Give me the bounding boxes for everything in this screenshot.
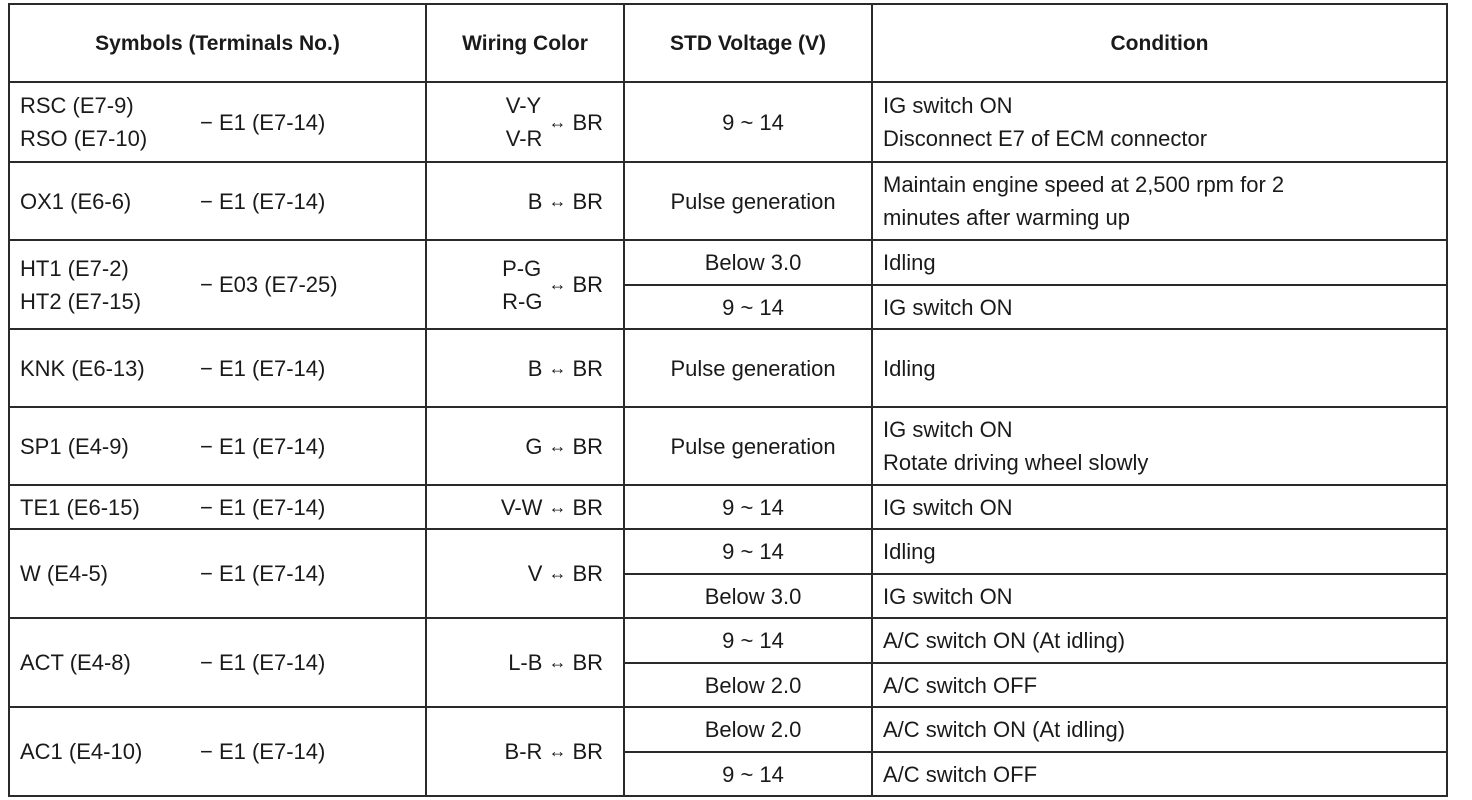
terminal-voltage-table bbox=[8, 3, 1448, 797]
condition-cell: IG switch ON Disconnect E7 of ECM connector bbox=[872, 82, 1447, 162]
double-arrow-icon: ↔ bbox=[548, 652, 567, 672]
condition-cell: IG switch ON Rotate driving wheel slowly bbox=[872, 407, 1447, 485]
table-row bbox=[9, 407, 1447, 485]
symbols-cell bbox=[9, 162, 426, 240]
std-voltage-cell: Below 2.0 bbox=[624, 707, 872, 752]
ground-terminal: − E1 (E7-14) bbox=[200, 109, 326, 135]
ground-terminal: − E1 (E7-14) bbox=[200, 494, 326, 520]
wire-color: B bbox=[527, 355, 543, 381]
terminal-symbol: KNK (E6-13) bbox=[20, 355, 145, 381]
terminal-symbol: HT2 (E7-15) bbox=[20, 288, 142, 314]
table-header-row bbox=[9, 4, 1447, 82]
std-voltage-cell: 9 ~ 14 bbox=[624, 485, 872, 529]
header-wiring-color: Wiring Color bbox=[426, 4, 624, 82]
symbols-cell bbox=[9, 618, 426, 707]
wire-ground-color: BR bbox=[572, 739, 603, 764]
condition-cell: Idling bbox=[872, 240, 1447, 285]
condition-cell: A/C switch ON (At idling) bbox=[872, 707, 1447, 752]
header-std-voltage: STD Voltage (V) bbox=[624, 4, 872, 82]
condition-cell: A/C switch OFF bbox=[872, 752, 1447, 796]
ground-terminal: − E1 (E7-14) bbox=[200, 433, 326, 459]
symbols-cell bbox=[9, 407, 426, 485]
table-row bbox=[9, 240, 1447, 285]
wire-color: L-B bbox=[508, 650, 543, 675]
symbols-cell bbox=[9, 485, 426, 529]
wire-ground-color: BR bbox=[572, 561, 603, 586]
terminal-symbol: RSO (E7-10) bbox=[20, 126, 148, 151]
std-voltage-cell: 9 ~ 14 bbox=[624, 285, 872, 329]
header-condition: Condition bbox=[872, 4, 1447, 82]
wire-color: R-G bbox=[502, 288, 543, 314]
wire-ground-color: BR bbox=[572, 650, 603, 675]
symbols-cell bbox=[9, 707, 426, 796]
ground-terminal: − E1 (E7-14) bbox=[200, 739, 326, 764]
double-arrow-icon: ↔ bbox=[548, 274, 567, 294]
table-row bbox=[9, 707, 1447, 752]
wire-ground-color: BR bbox=[572, 433, 603, 459]
table-row bbox=[9, 329, 1447, 407]
std-voltage-cell: Pulse generation bbox=[624, 407, 872, 485]
std-voltage-cell: 9 ~ 14 bbox=[624, 618, 872, 663]
wire-color: P-G bbox=[502, 255, 542, 281]
symbols-cell bbox=[9, 529, 426, 618]
condition-cell: IG switch ON bbox=[872, 574, 1447, 618]
std-voltage-cell: 9 ~ 14 bbox=[624, 529, 872, 574]
terminal-symbol: RSC (E7-9) bbox=[20, 93, 134, 118]
terminal-symbol: ACT (E4-8) bbox=[20, 650, 131, 675]
wire-color: B bbox=[527, 188, 543, 214]
table-row bbox=[9, 82, 1447, 162]
wire-color: V bbox=[527, 561, 543, 586]
double-arrow-icon: ↔ bbox=[548, 563, 567, 583]
wiring-color-cell bbox=[426, 529, 624, 618]
condition-cell: Maintain engine speed at 2,500 rpm for 2 minutes after warming up bbox=[872, 162, 1447, 240]
condition-cell: Idling bbox=[872, 329, 1447, 407]
wire-color: V-W bbox=[500, 494, 543, 520]
condition-cell: A/C switch OFF bbox=[872, 663, 1447, 707]
wiring-color-cell bbox=[426, 240, 624, 329]
std-voltage-cell: Pulse generation bbox=[624, 162, 872, 240]
table-row bbox=[9, 618, 1447, 663]
symbols-cell bbox=[9, 329, 426, 407]
std-voltage-cell: Below 3.0 bbox=[624, 240, 872, 285]
wiring-color-cell bbox=[426, 162, 624, 240]
ground-terminal: − E1 (E7-14) bbox=[200, 561, 326, 586]
double-arrow-icon: ↔ bbox=[548, 357, 567, 378]
condition-cell: A/C switch ON (At idling) bbox=[872, 618, 1447, 663]
terminal-symbol: SP1 (E4-9) bbox=[20, 433, 129, 459]
wire-color: B-R bbox=[504, 739, 543, 764]
ground-terminal: − E1 (E7-14) bbox=[200, 650, 326, 675]
terminal-symbol: HT1 (E7-2) bbox=[20, 255, 129, 281]
wiring-color-cell bbox=[426, 707, 624, 796]
symbols-cell bbox=[9, 82, 426, 162]
wiring-color-cell bbox=[426, 407, 624, 485]
condition-cell: IG switch ON bbox=[872, 485, 1447, 529]
wire-ground-color: BR bbox=[572, 188, 603, 214]
double-arrow-icon: ↔ bbox=[548, 496, 567, 517]
terminal-symbol: TE1 (E6-15) bbox=[20, 494, 140, 520]
header-symbols: Symbols (Terminals No.) bbox=[9, 4, 426, 82]
table-row bbox=[9, 485, 1447, 529]
double-arrow-icon: ↔ bbox=[548, 435, 567, 456]
ground-terminal: − E03 (E7-25) bbox=[200, 272, 338, 297]
std-voltage-cell: Below 2.0 bbox=[624, 663, 872, 707]
table-row bbox=[9, 529, 1447, 574]
double-arrow-icon: ↔ bbox=[548, 111, 567, 132]
std-voltage-cell: Below 3.0 bbox=[624, 574, 872, 618]
wire-color: V-Y bbox=[505, 93, 542, 118]
wire-color: G bbox=[525, 433, 543, 459]
terminal-symbol: AC1 (E4-10) bbox=[20, 739, 143, 764]
symbols-cell bbox=[9, 240, 426, 329]
std-voltage-cell: Pulse generation bbox=[624, 329, 872, 407]
condition-cell: IG switch ON bbox=[872, 285, 1447, 329]
condition-cell: Idling bbox=[872, 529, 1447, 574]
ground-terminal: − E1 (E7-14) bbox=[200, 355, 326, 381]
wire-ground-color: BR bbox=[572, 494, 603, 520]
double-arrow-icon: ↔ bbox=[548, 190, 567, 211]
wire-ground-color: BR bbox=[572, 355, 603, 381]
wiring-color-cell bbox=[426, 618, 624, 707]
wire-color: V-R bbox=[505, 126, 543, 151]
ground-terminal: − E1 (E7-14) bbox=[200, 188, 326, 214]
wire-ground-color: BR bbox=[572, 109, 603, 135]
terminal-symbol: OX1 (E6-6) bbox=[20, 188, 132, 214]
terminal-symbol: W (E4-5) bbox=[20, 561, 108, 586]
table-row bbox=[9, 162, 1447, 240]
std-voltage-cell: 9 ~ 14 bbox=[624, 752, 872, 796]
wiring-color-cell bbox=[426, 82, 624, 162]
wiring-color-cell bbox=[426, 329, 624, 407]
wire-ground-color: BR bbox=[572, 272, 603, 297]
wiring-color-cell bbox=[426, 485, 624, 529]
std-voltage-cell: 9 ~ 14 bbox=[624, 82, 872, 162]
double-arrow-icon: ↔ bbox=[548, 741, 567, 761]
